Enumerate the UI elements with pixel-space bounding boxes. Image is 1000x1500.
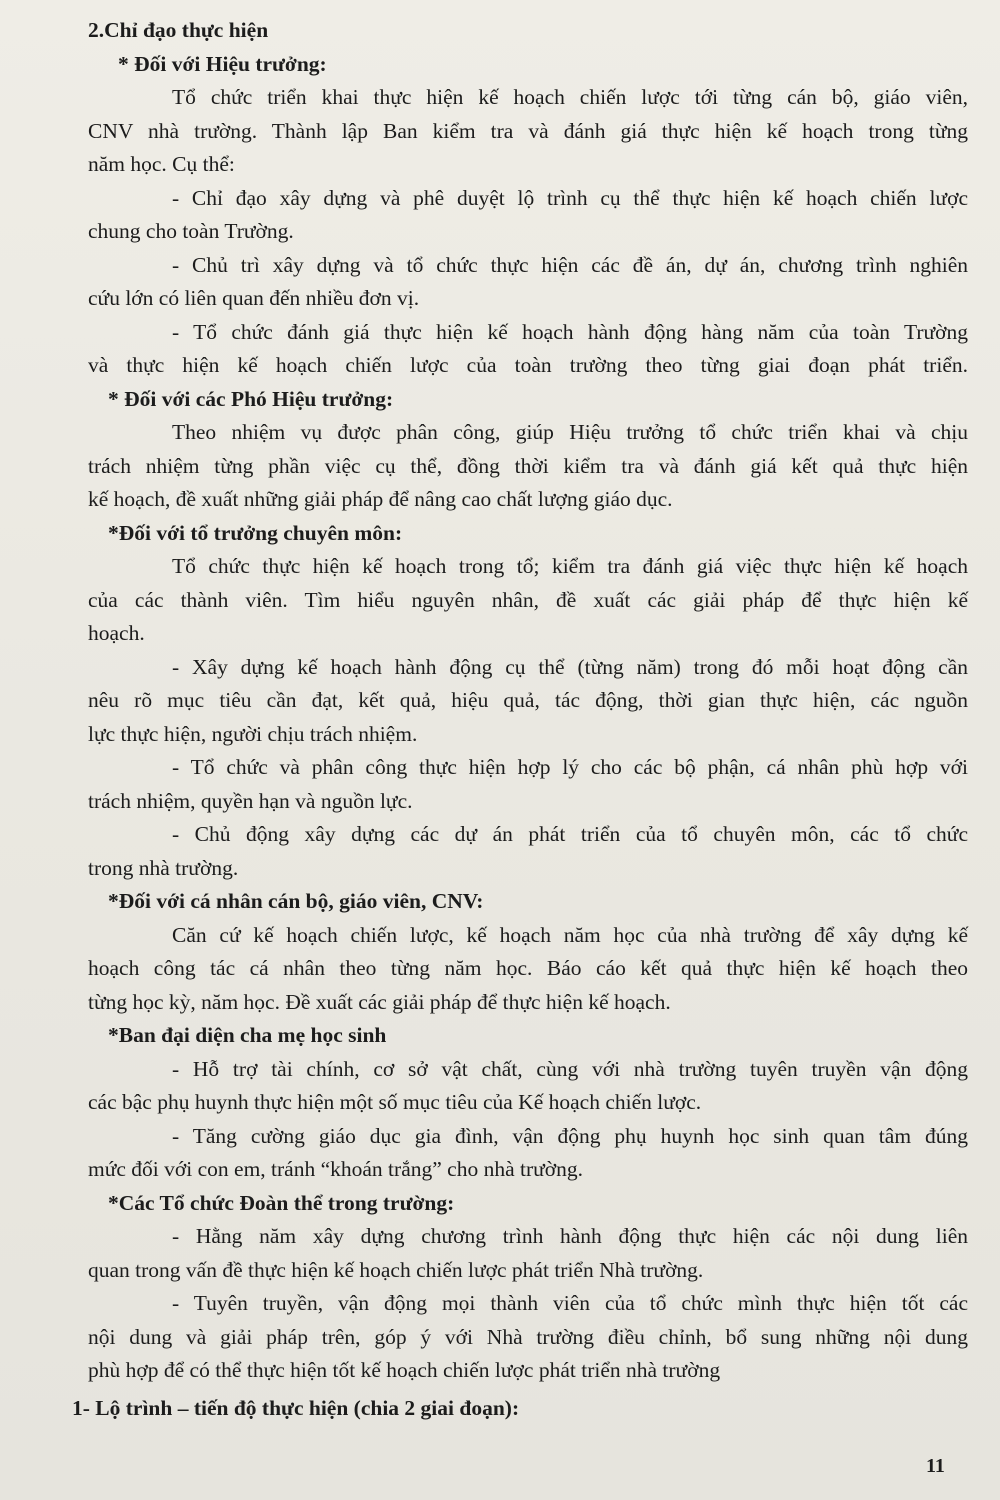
heading-staff: *Đối với cá nhân cán bộ, giáo viên, CNV: <box>108 889 484 913</box>
paragraph-line: nội dung và giải pháp trên, góp ý với Nhà trường điều chỉnh, bổ sung những nội dung <box>88 1324 968 1349</box>
bullet-line: - Tuyên truyền, vận động mọi thành viên của tổ chức mình thực hiện tốt các <box>172 1291 968 1315</box>
paragraph-line: nêu rõ mục tiêu cần đạt, kết quả, hiệu quả, tác động, thời gian thực hiện, các nguồn <box>88 688 968 712</box>
paragraph-line: và thực hiện kế hoạch chiến lược của toàn trường theo từng giai đoạn phát triển. <box>88 353 968 377</box>
paragraph-line: trách nhiệm từng phần việc cụ thể, đồng thời kiểm tra và đánh giá kết quả thực hiện <box>88 453 968 478</box>
paragraph-line: Theo nhiệm vụ được phân công, giúp Hiệu trưởng tổ chức triển khai và chịu <box>172 420 968 444</box>
document-body <box>72 14 968 1425</box>
paragraph-line: của các thành viên. Tìm hiểu nguyên nhân, đề xuất các giải pháp để thực hiện kế <box>88 587 968 612</box>
heading-parents-board: *Ban đại diện cha mẹ học sinh <box>108 1023 387 1047</box>
paragraph-line: kế hoạch, đề xuất những giải pháp để nâng cao chất lượng giáo dục. <box>88 487 673 511</box>
heading-vice-principals: * Đối với các Phó Hiệu trưởng: <box>108 386 394 411</box>
paragraph-line: Tổ chức thực hiện kế hoạch trong tổ; kiểm tra đánh giá việc thực hiện kế hoạch <box>172 554 968 578</box>
bullet-line: - Hằng năm xây dựng chương trình hành động thực hiện các nội dung liên <box>172 1224 968 1248</box>
paragraph-line: mức đối với con em, tránh “khoán trắng” cho nhà trường. <box>88 1157 584 1181</box>
heading-implementation: 2.Chỉ đạo thực hiện <box>88 18 269 42</box>
paragraph-line: phù hợp để có thể thực hiện tốt kế hoạch chiến lược phát triển nhà trường <box>88 1358 721 1382</box>
bullet-line: - Hỗ trợ tài chính, cơ sở vật chất, cùng với nhà trường tuyên truyền vận động <box>172 1056 968 1081</box>
bullet-line: - Chủ động xây dựng các dự án phát triển của tổ chuyên môn, các tổ chức <box>172 822 968 846</box>
heading-roadmap: 1- Lộ trình – tiến độ thực hiện (chia 2 giai đoạn): <box>72 1395 520 1420</box>
paragraph-line: trong nhà trường. <box>88 855 239 880</box>
bullet-line: - Xây dựng kế hoạch hành động cụ thể (từng năm) trong đó mỗi hoạt động cần <box>172 654 968 679</box>
paragraph-line: hoạch công tác cá nhân theo từng năm học. Báo cáo kết quả thực hiện kế hoạch theo <box>88 956 968 980</box>
bullet-line: - Chủ trì xây dựng và tổ chức thực hiện các đề án, dự án, chương trình nghiên <box>172 252 968 277</box>
bullet-line: - Tổ chức đánh giá thực hiện kế hoạch hành động hàng năm của toàn Trường <box>172 319 968 344</box>
paragraph-line: lực thực hiện, người chịu trách nhiệm. <box>88 721 418 746</box>
heading-department-leaders: *Đối với tổ trưởng chuyên môn: <box>108 520 403 545</box>
paragraph-line: năm học. Cụ thể: <box>88 152 235 176</box>
bullet-line: - Tăng cường giáo dục gia đình, vận động phụ huynh học sinh quan tâm đúng <box>172 1123 968 1148</box>
paragraph-line: CNV nhà trường. Thành lập Ban kiểm tra và đánh giá thực hiện kế hoạch trong từng <box>88 118 968 143</box>
page-number: 11 <box>926 1455 945 1477</box>
heading-unions: *Các Tổ chức Đoàn thể trong trường: <box>108 1190 455 1215</box>
bullet-line: - Tổ chức và phân công thực hiện hợp lý cho các bộ phận, cá nhân phù hợp với <box>172 755 968 779</box>
paragraph-line: trách nhiệm, quyền hạn và nguồn lực. <box>88 788 413 813</box>
heading-principal: * Đối với Hiệu trưởng: <box>118 51 327 76</box>
paragraph-line: cứu lớn có liên quan đến nhiều đơn vị. <box>88 286 420 310</box>
paragraph-line: chung cho toàn Trường. <box>88 219 294 243</box>
bullet-line: - Chỉ đạo xây dựng và phê duyệt lộ trình cụ thể thực hiện kế hoạch chiến lược <box>172 185 968 210</box>
paragraph-line: Căn cứ kế hoạch chiến lược, kế hoạch năm học của nhà trường để xây dựng kế <box>172 922 968 947</box>
paragraph-line: hoạch. <box>88 621 145 645</box>
paragraph-line: Tổ chức triển khai thực hiện kế hoạch chiến lược tới từng cán bộ, giáo viên, <box>172 85 968 109</box>
paragraph-line: từng học kỳ, năm học. Đề xuất các giải pháp để thực hiện kế hoạch. <box>88 989 671 1014</box>
paragraph-line: các bậc phụ huynh thực hiện một số mục tiêu của Kế hoạch chiến lược. <box>88 1090 702 1114</box>
paragraph-line: quan trong vấn đề thực hiện kế hoạch chiến lược phát triển Nhà trường. <box>88 1257 704 1282</box>
